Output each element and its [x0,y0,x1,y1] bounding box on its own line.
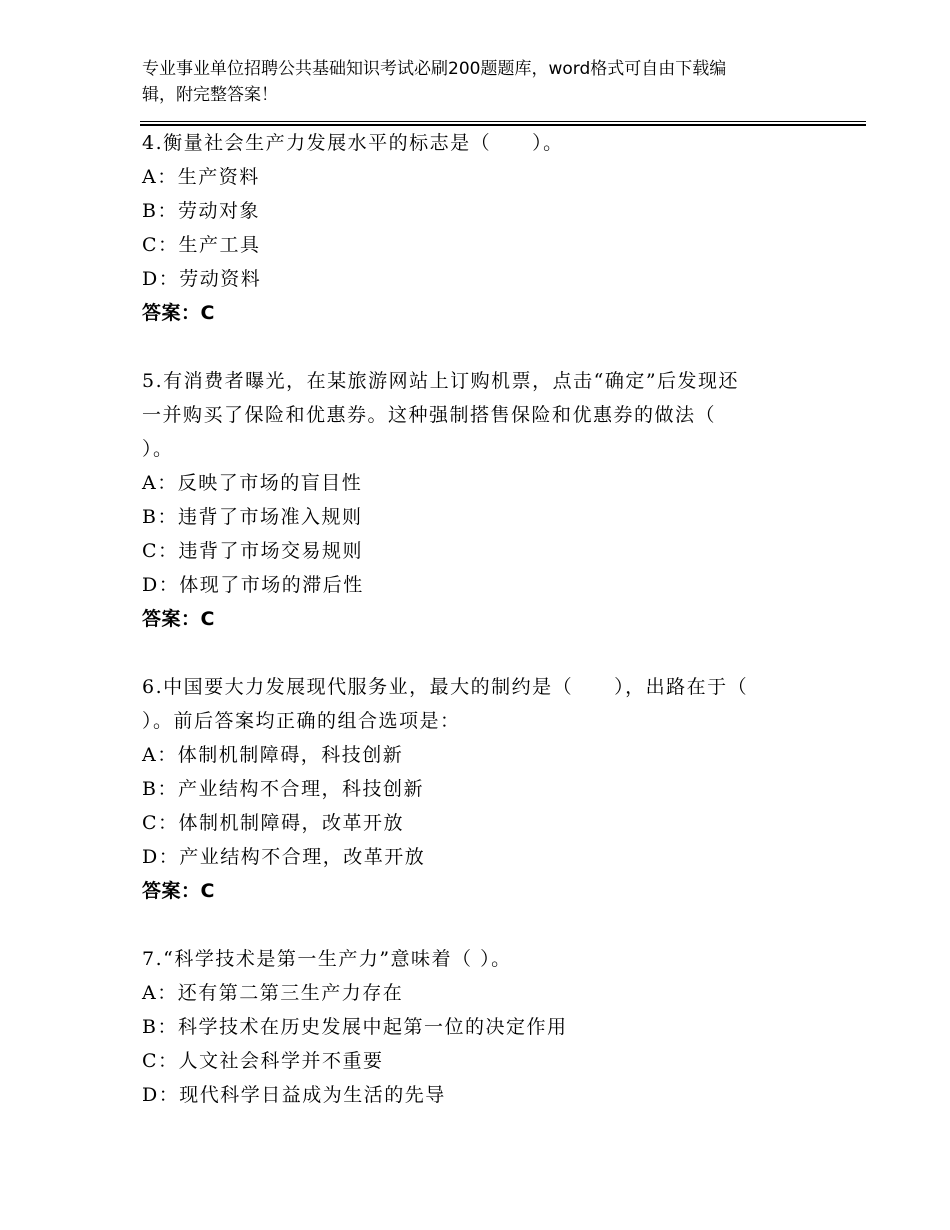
option-c: C：违背了市场交易规则 [142,540,364,562]
option-c: C：生产工具 [142,234,261,256]
option-d: D：现代科学日益成为生活的先导 [142,1084,446,1106]
answer-line: 答案：C [142,880,215,902]
question-spacer [142,636,822,670]
option-d: D：体现了市场的滞后性 [142,574,364,596]
option-d: D：产业结构不合理，改革开放 [142,846,426,868]
question-text: 一并购买了保险和优惠券。这种强制搭售保险和优惠券的做法（ [142,404,717,426]
option-b: B：劳动对象 [142,200,260,222]
question-block [142,942,822,1112]
question-text: 5.有消费者曝光，在某旅游网站上订购机票，点击“确定”后发现还 [142,370,740,392]
header-rule-thin [140,121,866,122]
option-a: A：体制机制障碍，科技创新 [142,744,404,766]
question-text: 6.中国要大力发展现代服务业，最大的制约是（ ），出路在于（ [142,676,749,698]
question-text: 4.衡量社会生产力发展水平的标志是（ ）。 [142,132,564,154]
option-d: D：劳动资料 [142,268,262,290]
answer-line: 答案：C [142,302,215,324]
option-c: C：体制机制障碍，改革开放 [142,812,405,834]
answer-line: 答案：C [142,608,215,630]
question-text: 7.“科学技术是第一生产力”意味着（ ）。 [142,948,512,970]
option-a: A：反映了市场的盲目性 [142,472,363,494]
option-b: B：科学技术在历史发展中起第一位的决定作用 [142,1016,568,1038]
page-header [142,56,802,108]
option-a: A：生产资料 [142,166,260,188]
question-text: ）。 [142,438,174,460]
question-list [142,126,822,1112]
header-line-1: 专业事业单位招聘公共基础知识考试必刷200题题库，word格式可自由下载编 [142,59,727,79]
option-a: A：还有第二第三生产力存在 [142,982,404,1004]
question-spacer [142,330,822,364]
option-b: B：违背了市场准入规则 [142,506,363,528]
question-spacer [142,908,822,942]
option-b: B：产业结构不合理，科技创新 [142,778,424,800]
header-line-2: 辑，附完整答案！ [142,85,278,105]
question-text: ）。前后答案均正确的组合选项是： [142,710,461,732]
question-block [142,126,822,330]
question-block [142,364,822,636]
question-block [142,670,822,908]
option-c: C：人文社会科学并不重要 [142,1050,384,1072]
